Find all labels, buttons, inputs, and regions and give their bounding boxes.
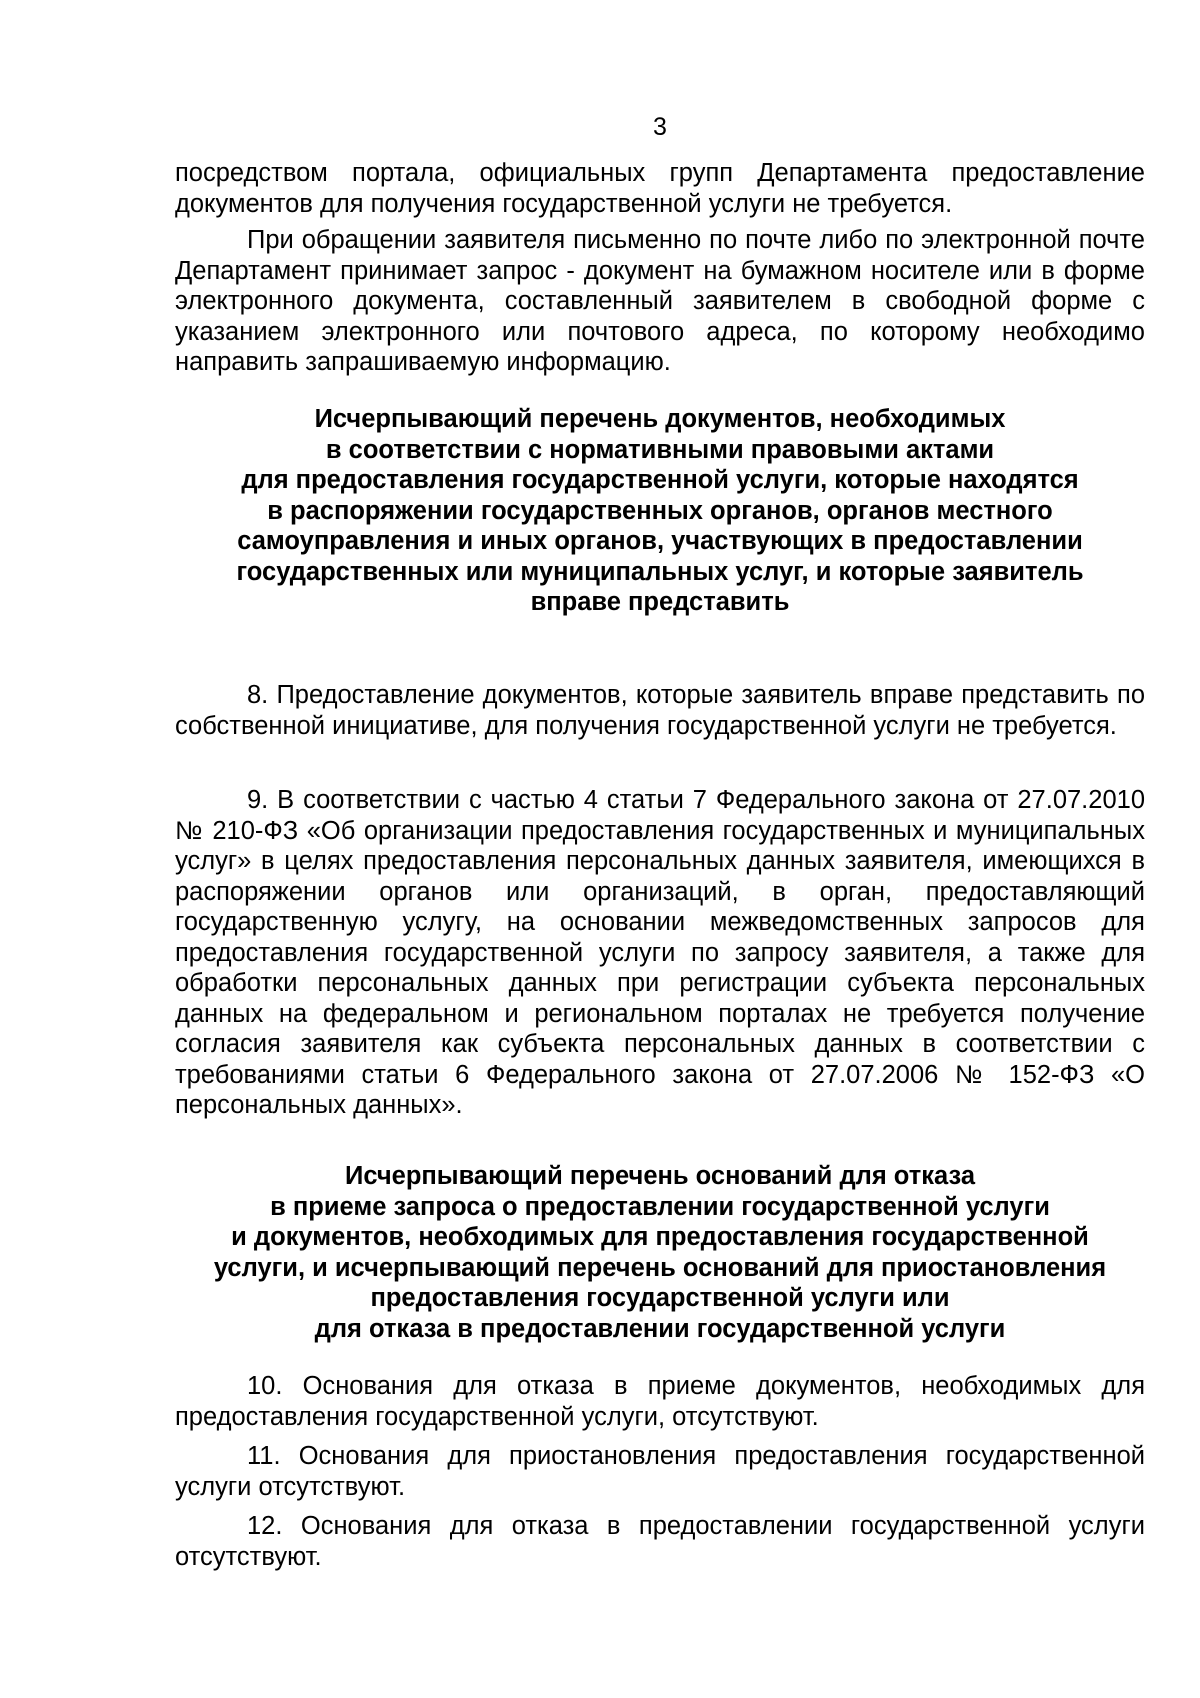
paragraph-item-8: 8. Предоставление документов, которые заявитель вправе представить по собственной инициативе, для получения государственной услуги не требуется.	[175, 681, 1145, 740]
heading-line: Исчерпывающий перечень оснований для отказа	[344, 1162, 976, 1190]
heading-line: и документов, необходимых для предоставления государственной	[231, 1223, 1089, 1251]
heading-line: самоуправления и иных органов, участвующих в предоставлении	[237, 527, 1083, 555]
heading-line: в приеме запроса о предоставлении государственной услуги	[270, 1192, 1050, 1221]
paragraph-item-9: 9. В соответствии с частью 4 статьи 7 Федерального закона от 27.07.2010 № 210-ФЗ «Об организации предоставления государственных и муниципальных услуг» в целях предоставления персональных данных заявителя, имеющихся в распоряжении органов или организаций, в орган, предоставляющий государственную услугу, на основании межведомственных запросов для предоставления государственной услуги по запросу заявителя, а также для обработки персональных данных при регистрации субъекта персональных данных на федеральном и региональном порталах не требуется получение согласия заявителя как субъекта персональных данных в соответствии с требованиями статьи 6 Федерального закона от 27.07.2006 № 152-ФЗ «О персональных данных».	[175, 786, 1145, 1119]
paragraph-portal: посредством портала, официальных групп Департамента предоставление документов для получения государственной услуги не требуется.	[175, 159, 1145, 218]
paragraph-item-11: 11. Основания для приостановления предоставления государственной услуги отсутствуют.	[175, 1442, 1145, 1501]
section-heading-documents	[175, 404, 1145, 618]
section-heading-refusal-grounds	[175, 1161, 1145, 1344]
heading-line: для предоставления государственной услуги, которые находятся	[241, 466, 1079, 494]
paragraph-written-request: При обращении заявителя письменно по почте либо по электронной почте Департамент принимает запрос - документ на бумажном носителе или в форме электронного документа, составленный заявителем в свободной форме с указанием электронного или почтового адреса, по которому необходимо направить запрашиваемую информацию.	[175, 226, 1145, 376]
heading-line: для отказа в предоставлении государственной услуги	[314, 1314, 1006, 1343]
heading-line: в соответствии с нормативными правовыми актами	[325, 435, 995, 464]
paragraph-item-12: 12. Основания для отказа в предоставлении государственной услуги отсутствуют.	[175, 1512, 1145, 1571]
heading-line: предоставления государственной услуги или	[370, 1284, 950, 1312]
heading-line: государственных или муниципальных услуг, и которые заявитель	[236, 557, 1084, 586]
heading-line: Исчерпывающий перечень документов, необходимых	[314, 405, 1006, 433]
paragraph-item-10: 10. Основания для отказа в приеме документов, необходимых для предоставления государственной услуги, отсутствуют.	[175, 1372, 1145, 1431]
heading-line: услуги, и исчерпывающий перечень оснований для приостановления	[213, 1253, 1107, 1282]
heading-line: вправе представить	[530, 588, 790, 616]
page-number: 3	[653, 113, 667, 141]
heading-line: в распоряжении государственных органов, органов местного	[267, 496, 1053, 525]
